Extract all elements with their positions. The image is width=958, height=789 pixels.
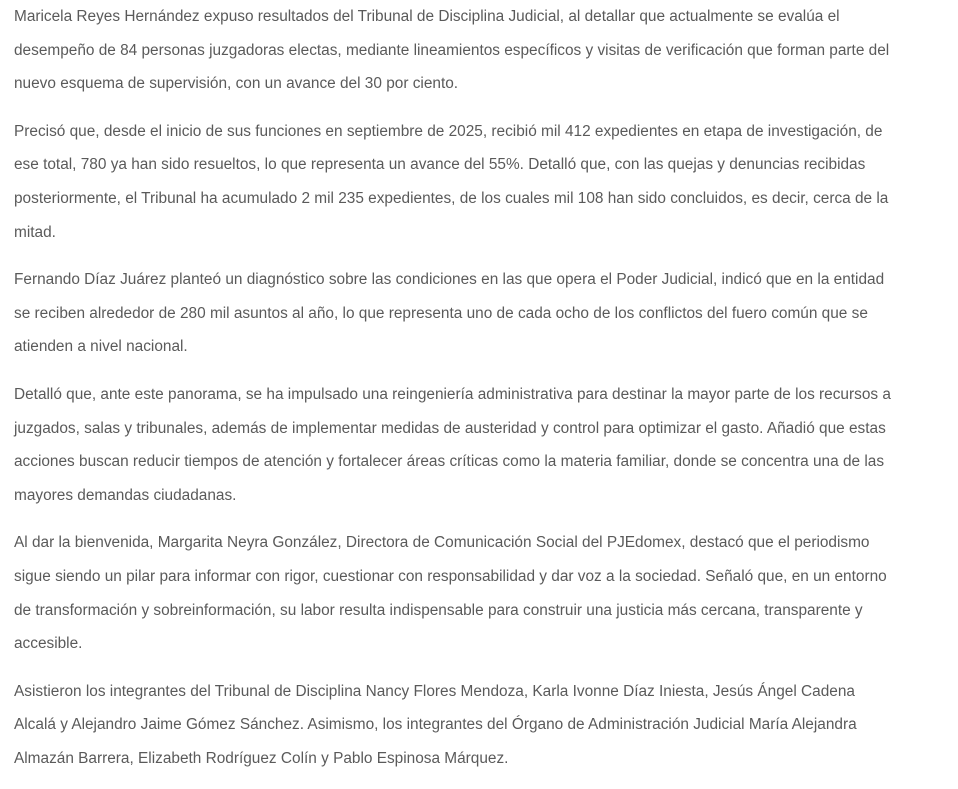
article-body bbox=[14, 0, 899, 789]
paragraph-bienvenida: Al dar la bienvenida, Margarita Neyra González, Directora de Comunicación Social del PJEdomex, destacó que el periodismo sigue siendo un pilar para informar con rigor, cuestionar con responsabilidad y dar voz a la sociedad. Señaló que, en un entorno de transformación y sobreinformación, su labor resulta indispensable para construir una justicia más cercana, transparente y accesible. bbox=[14, 534, 887, 653]
paragraph-tribunal-disciplina: Maricela Reyes Hernández expuso resultados del Tribunal de Disciplina Judicial, al detallar que actualmente se evalúa el desempeño de 84 personas juzgadoras electas, mediante lineamientos específicos y visitas de verificación que forman parte del nuevo esquema de supervisión, con un avance del 30 por ciento. bbox=[14, 8, 890, 93]
paragraph-diagnostico: Fernando Díaz Juárez planteó un diagnóstico sobre las condiciones en las que opera el Poder Judicial, indicó que en la entidad se reciben alrededor de 280 mil asuntos al año, lo que representa uno de cada ocho de los conflictos del fuero común que se atienden a nivel nacional. bbox=[14, 271, 885, 356]
paragraph-asistentes: Asistieron los integrantes del Tribunal de Disciplina Nancy Flores Mendoza, Karla Ivonne Díaz Iniesta, Jesús Ángel Cadena Alcalá y Alejandro Jaime Gómez Sánchez. Asimismo, los integrantes del Órgano de Administración Judicial María Alejandra Almazán Barrera, Elizabeth Rodríguez Colín y Pablo Espinosa Márquez. bbox=[14, 682, 857, 767]
paragraph-reingenieria: Detalló que, ante este panorama, se ha impulsado una reingeniería administrativa para destinar la mayor parte de los recursos a juzgados, salas y tribunales, además de implementar medidas de austeridad y control para optimizar el gasto. Añadió que estas acciones buscan reducir tiempos de atención y fortalecer áreas críticas como la materia familiar, donde se concentra una de las mayores demandas ciudadanas. bbox=[14, 385, 891, 504]
paragraph-expedientes: Precisó que, desde el inicio de sus funciones en septiembre de 2025, recibió mil 412 expedientes en etapa de investigación, de ese total, 780 ya han sido resueltos, lo que representa un avance del 55%. Detalló que, con las quejas y denuncias recibidas posteriormente, el Tribunal ha acumulado 2 mil 235 expedientes, de los cuales mil 108 han sido concluidos, es decir, cerca de la mitad. bbox=[14, 122, 889, 241]
